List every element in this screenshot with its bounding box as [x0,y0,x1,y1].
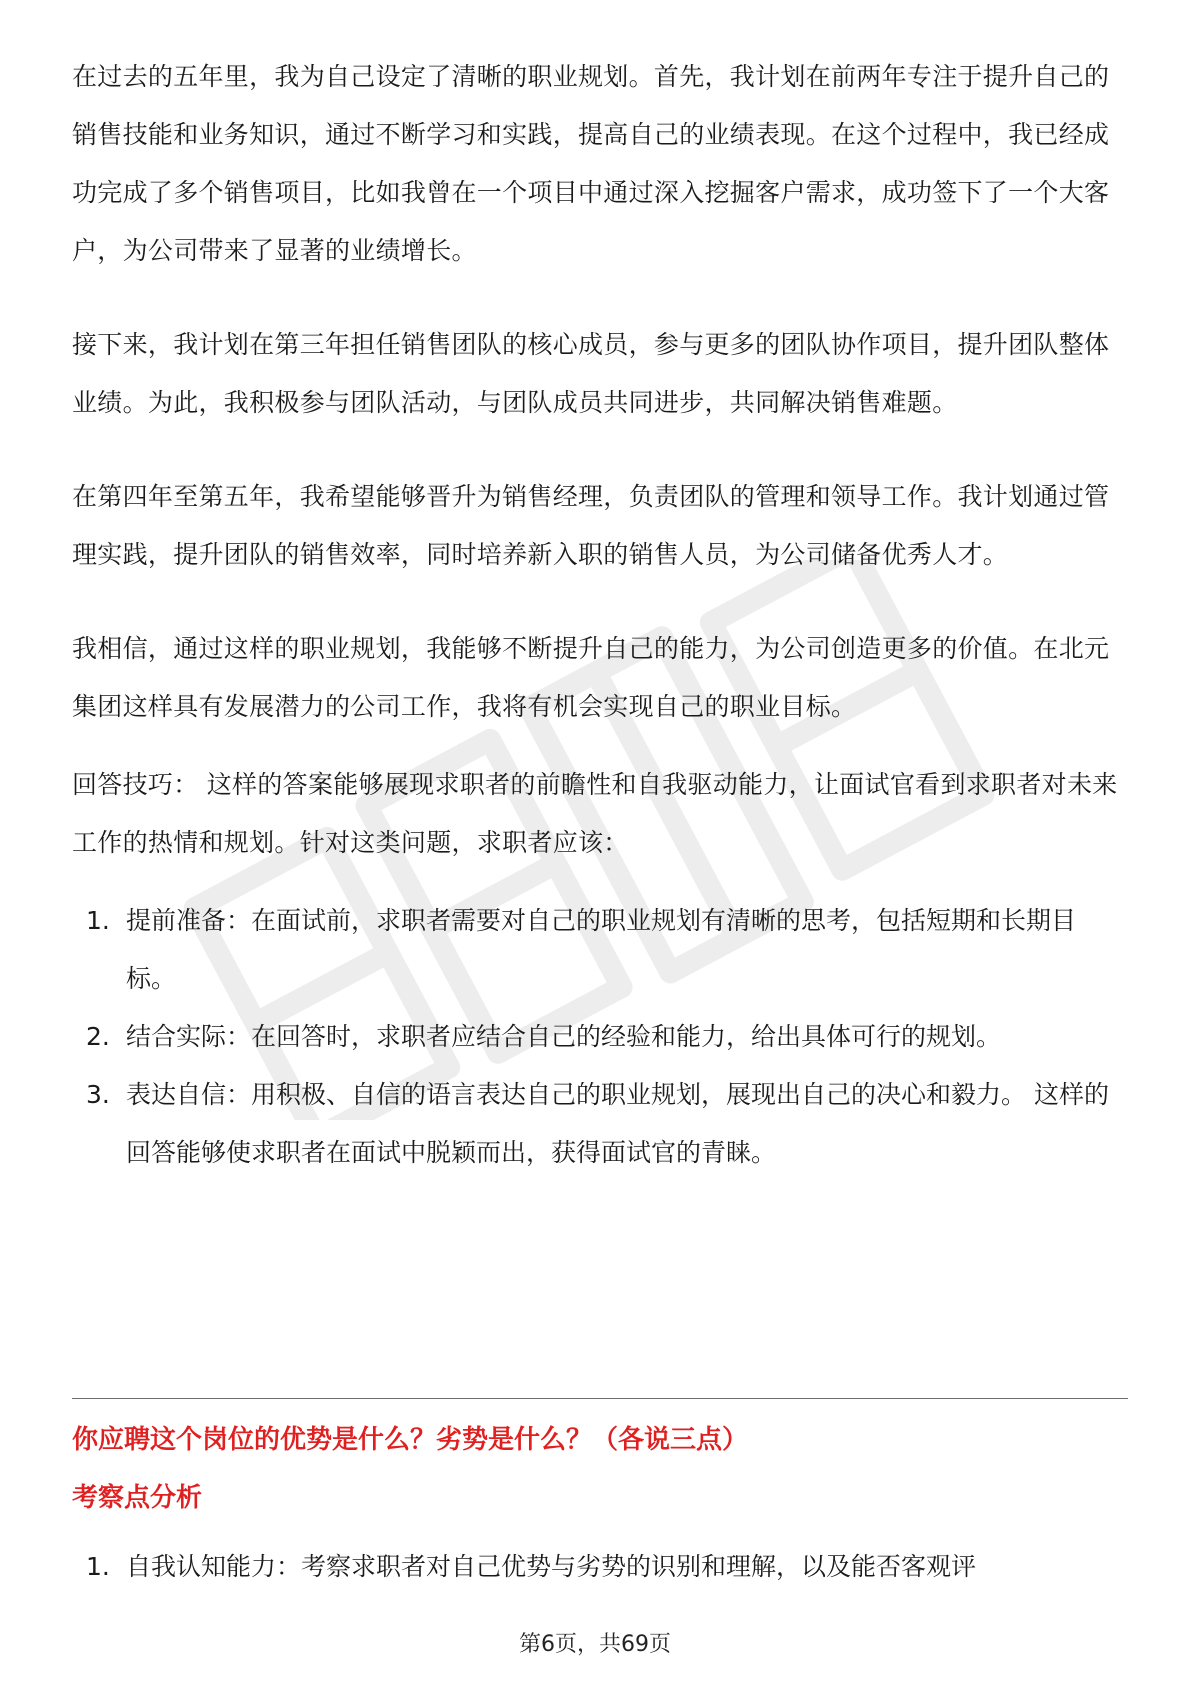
main-content [72,48,1118,1182]
page-number: 第6页，共69页 [519,1632,671,1657]
list-item-text: 表达自信：用积极、自信的语言表达自己的职业规划，展现出自己的决心和毅力。 这样的回答能够使求职者在面试中脱颖而出，获得面试官的青睐。 [126,1080,1109,1167]
list-item [72,892,1118,1008]
paragraph-3: 在第四年至第五年，我希望能够晋升为销售经理，负责团队的管理和领导工作。我计划通过管理实践，提升团队的销售效率，同时培养新入职的销售人员，为公司储备优秀人才。 [72,482,1110,569]
answer-tips-intro: 回答技巧： 这样的答案能够展现求职者的前瞻性和自我驱动能力，让面试官看到求职者对未来工作的热情和规划。针对这类问题，求职者应该： [72,770,1118,857]
tips-list [72,892,1118,1182]
list-number: 1. [86,906,110,935]
list-item-text: 结合实际：在回答时，求职者应结合自己的经验和能力，给出具体可行的规划。 [126,1022,1002,1051]
list-number: 1. [86,1552,110,1581]
list-item [72,1008,1118,1066]
paragraph-4: 我相信，通过这样的职业规划，我能够不断提升自己的能力，为公司创造更多的价值。在北元集团这样具有发展潜力的公司工作，我将有机会实现自己的职业目标。 [72,634,1110,721]
list-item [72,1538,1128,1596]
question-title: 你应聘这个岗位的优势是什么？劣势是什么？（各说三点） [72,1425,749,1455]
list-number: 2. [86,1022,110,1051]
list-item-text: 自我认知能力：考察求职者对自己优势与劣势的识别和理解，以及能否客观评 [126,1552,977,1581]
section-divider [72,1398,1128,1399]
paragraph-2: 接下来，我计划在第三年担任销售团队的核心成员，参与更多的团队协作项目，提升团队整体业绩。为此，我积极参与团队活动，与团队成员共同进步，共同解决销售难题。 [72,330,1110,417]
analysis-heading: 考察点分析 [72,1483,203,1513]
list-number: 3. [86,1080,110,1109]
list-item [72,1066,1118,1182]
paragraph-1: 在过去的五年里，我为自己设定了清晰的职业规划。首先，我计划在前两年专注于提升自己的销售技能和业务知识，通过不断学习和实践，提高自己的业绩表现。在这个过程中，我已经成功完成了多个销售项目，比如我曾在一个项目中通过深入挖掘客户需求，成功签下了一个大客户，为公司带来了显著的业绩增长。 [72,62,1110,265]
list-item-text: 提前准备：在面试前，求职者需要对自己的职业规划有清晰的思考，包括短期和长期目标。 [126,906,1077,993]
analysis-list [72,1538,1128,1596]
